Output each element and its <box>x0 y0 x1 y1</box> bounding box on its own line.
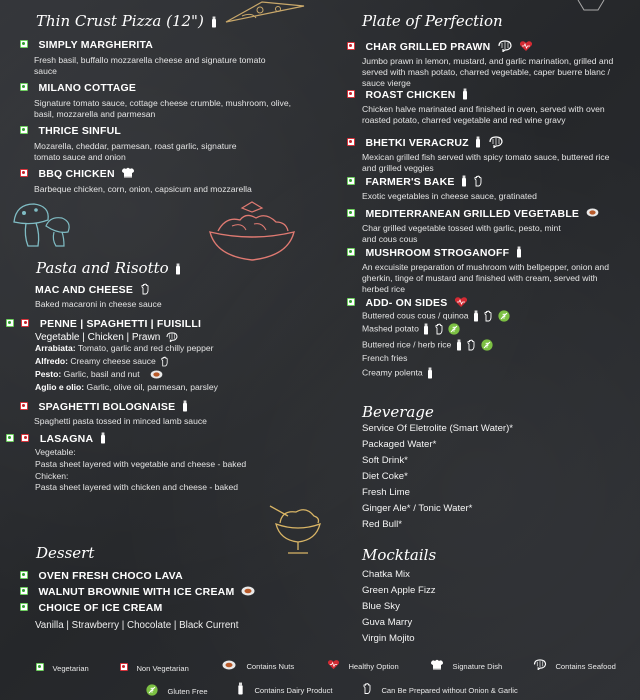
veg-marker-icon <box>20 603 28 611</box>
nonveg-marker-icon <box>120 663 128 671</box>
seafood-icon <box>497 40 513 52</box>
item-description: Chicken halve marinated and finished in oven, served with oven roasted potato, charred vegetable and red wine gravy <box>362 104 605 125</box>
mocktail-item: Guva Marry <box>362 617 413 628</box>
menu-item-penne-spaghetti-fuisilli <box>6 314 276 393</box>
veg-marker-icon <box>20 40 28 48</box>
mocktail-item: Chatka Mix <box>362 569 410 580</box>
legend-gluten-free <box>146 681 208 699</box>
gluten-free-icon <box>146 684 158 696</box>
veg-marker-icon <box>347 298 355 306</box>
item-name: THRICE SINFUL <box>38 125 121 137</box>
item-description: Spaghetti pasta tossed in minced lamb sauce <box>34 416 207 426</box>
ice-cream-flavours: Vanilla | Strawberry | Chocolate | Black Current <box>35 620 239 631</box>
beverage-item: Red Bull* <box>362 519 402 530</box>
beverage-item: Packaged Water* <box>362 439 437 450</box>
legend-no-onion-garlic <box>362 680 518 698</box>
item-name: LASAGNA <box>39 433 94 445</box>
glass-sketch-icon <box>576 0 606 12</box>
dairy-icon <box>475 136 481 148</box>
legend-dairy <box>237 680 333 698</box>
no-onion-garlic-icon <box>140 283 150 295</box>
no-onion-garlic-icon <box>160 356 169 367</box>
healthy-option-icon <box>519 40 533 52</box>
no-onion-garlic-icon <box>473 175 483 187</box>
veg-marker-icon <box>347 209 355 217</box>
item-description: Exotic vegetables in cheese sauce, gratinated <box>362 191 537 201</box>
legend-label: Vegetarian <box>52 664 89 673</box>
mocktails-section-title: Mocktails <box>362 546 437 564</box>
menu-item-lasagna <box>6 429 281 493</box>
item-name: CHOICE OF ICE CREAM <box>38 602 163 614</box>
item-name: PENNE | SPAGHETTI | FUISILLI <box>39 318 202 330</box>
ice-cream-cup-sketch-icon <box>266 502 330 556</box>
menu-item-spaghetti-bolognaise <box>20 397 280 427</box>
pizza-section-title: Thin Crust Pizza (12") <box>36 12 217 30</box>
legend-nuts <box>222 656 294 674</box>
dairy-icon <box>456 339 462 351</box>
menu-item-simply-margherita <box>20 35 270 77</box>
mocktail-item: Blue Sky <box>362 601 400 612</box>
menu-item-bbq-chicken <box>20 164 300 195</box>
dairy-icon <box>461 175 467 187</box>
side-cous-cous: Buttered cous cous / quinoa <box>362 310 510 322</box>
dairy-icon <box>100 432 106 444</box>
item-name: MEDITERRANEAN GRILLED VEGETABLE <box>365 208 580 220</box>
gluten-free-icon <box>481 339 493 351</box>
sauce-aglio-e-olio: Aglio e olio: Garlic, olive oil, parmesan, parsley <box>35 381 218 392</box>
nonveg-marker-icon <box>347 138 355 146</box>
dairy-icon <box>237 682 244 695</box>
nonveg-marker-icon <box>21 434 29 442</box>
dairy-icon <box>427 367 433 379</box>
nuts-icon <box>222 660 236 670</box>
dairy-icon <box>516 246 522 258</box>
dairy-icon <box>182 400 188 412</box>
item-name: MUSHROOM STROGANOFF <box>365 247 510 259</box>
healthy-option-icon <box>454 296 468 308</box>
pasta-protein-options: Vegetable | Chicken | Prawn <box>35 332 276 343</box>
menu-item-roast-chicken <box>347 85 617 126</box>
menu-item-add-on-sides <box>347 293 617 311</box>
item-name: SPAGHETTI BOLOGNAISE <box>38 401 176 413</box>
nonveg-marker-icon <box>20 169 28 177</box>
veg-marker-icon <box>6 434 14 442</box>
legend-label: Contains Nuts <box>246 662 295 671</box>
beverage-section-title: Beverage <box>362 403 434 421</box>
veg-marker-icon <box>20 83 28 91</box>
beverage-list <box>362 421 513 533</box>
nuts-icon <box>586 208 599 217</box>
signature-dish-icon <box>430 659 444 670</box>
lasagna-veg-label: Vegetable: <box>35 447 76 457</box>
no-onion-garlic-icon <box>434 323 444 335</box>
item-name: MAC AND CHEESE <box>35 284 134 296</box>
item-name: WALNUT BROWNIE WITH ICE CREAM <box>38 586 235 598</box>
nuts-icon <box>241 586 255 596</box>
dairy-icon <box>175 263 181 275</box>
item-description: Mozarella, cheddar, parmesan, roast garlic, signature tomato sauce and onion <box>34 141 237 162</box>
legend-label: Signature Dish <box>452 662 503 671</box>
legend-veg <box>36 658 89 676</box>
signature-dish-icon <box>121 167 135 178</box>
menu-item-mac-and-cheese <box>35 280 285 310</box>
veg-marker-icon <box>347 177 355 185</box>
veg-marker-icon <box>20 571 28 579</box>
item-name: MILANO COTTAGE <box>38 82 137 94</box>
nonveg-marker-icon <box>347 90 355 98</box>
nonveg-marker-icon <box>20 402 28 410</box>
beverage-item: Soft Drink* <box>362 455 408 466</box>
item-description: Char grilled vegetable tossed with garlic, pesto, mint and cous cous <box>362 223 561 244</box>
item-description: Baked macaroni in cheese sauce <box>35 299 162 309</box>
item-name: OVEN FRESH CHOCO LAVA <box>38 570 183 582</box>
pasta-section-title: Pasta and Risotto <box>36 259 181 277</box>
gluten-free-icon <box>448 323 460 335</box>
no-onion-garlic-icon <box>466 339 476 351</box>
item-name: FARMER'S BAKE <box>365 176 455 188</box>
side-buttered-rice: Buttered rice / herb rice <box>362 339 493 351</box>
menu-item-choice-of-ice-cream <box>20 598 238 631</box>
legend-label: Gluten Free <box>167 687 208 696</box>
menu-item-thrice-sinful <box>20 121 255 163</box>
dairy-icon <box>211 16 217 28</box>
item-name: SIMPLY MARGHERITA <box>38 39 154 51</box>
mocktail-item: Virgin Mojito <box>362 633 415 644</box>
beverage-item: Fresh Lime <box>362 487 410 498</box>
veg-marker-icon <box>36 663 44 671</box>
legend-signature <box>430 656 502 674</box>
mocktail-item: Green Apple Fizz <box>362 585 436 596</box>
gluten-free-icon <box>498 310 510 322</box>
menu-item-mediterranean-grilled-vegetable <box>347 204 617 245</box>
dairy-icon <box>423 323 429 335</box>
menu-item-bhetki-veracruz <box>347 133 617 174</box>
seafood-icon <box>488 136 504 148</box>
item-name: ROAST CHICKEN <box>365 89 456 101</box>
sauce-alfredo: Alfredo: Creamy cheese sauce <box>35 356 276 367</box>
legend-label: Non Vegetarian <box>136 664 189 673</box>
item-name: BHETKI VERACRUZ <box>365 137 469 149</box>
beverage-item: Ginger Ale* / Tonic Water* <box>362 503 473 514</box>
menu-item-milano-cottage <box>20 78 295 120</box>
item-description: Signature tomato sauce, cottage cheese crumble, mushroom, olive, basil, mozzarella and parmesan <box>34 98 291 119</box>
beverage-item: Diet Coke* <box>362 471 408 482</box>
nuts-icon <box>150 370 163 379</box>
dairy-icon <box>473 310 479 322</box>
healthy-option-icon <box>327 659 340 670</box>
legend-nonveg <box>120 658 189 676</box>
veg-marker-icon <box>347 248 355 256</box>
legend-seafood <box>532 656 616 674</box>
dessert-section-title: Dessert <box>36 544 95 562</box>
legend-label: Contains Dairy Product <box>254 686 333 695</box>
lasagna-chicken-label: Chicken: <box>35 470 69 481</box>
legend-healthy <box>327 656 399 674</box>
item-description: Fresh basil, buffallo mozzarella cheese and signature tomato sauce <box>34 55 266 76</box>
mocktail-list <box>362 567 436 647</box>
no-onion-garlic-icon <box>483 310 493 322</box>
veg-marker-icon <box>6 319 14 327</box>
nonveg-marker-icon <box>347 42 355 50</box>
item-description: Mexican grilled fish served with spicy tomato sauce, buttered rice and grilled veggies <box>362 152 610 173</box>
item-name: CHAR GRILLED PRAWN <box>365 41 491 53</box>
dairy-icon <box>462 88 468 100</box>
item-name: BBQ CHICKEN <box>38 168 115 180</box>
seafood-icon <box>165 332 179 342</box>
side-french-fries: French fries <box>362 353 408 363</box>
menu-item-mushroom-stroganoff <box>347 243 622 294</box>
side-mashed-potato: Mashed potato <box>362 323 460 335</box>
beverage-item: Service Of Eletrolite (Smart Water)* <box>362 423 514 434</box>
seafood-icon <box>532 659 548 670</box>
nonveg-marker-icon <box>21 319 29 327</box>
lasagna-veg-desc: Pasta sheet layered with vegetable and cheese - baked <box>35 458 247 469</box>
pasta-bowl-sketch-icon <box>206 198 298 266</box>
veg-marker-icon <box>20 587 28 595</box>
sauce-pesto: Pesto: Garlic, basil and nut <box>35 369 276 380</box>
menu-item-char-grilled-prawn <box>347 37 617 88</box>
legend-label: Healthy Option <box>348 662 399 671</box>
item-description: Jumbo prawn in lemon, mustard, and garlic marination, grilled and served with mash potato, charred vegetable, caper buerre blanc / sauce vierge <box>362 56 614 88</box>
item-description: Barbeque chicken, corn, onion, capsicum and mozzarella <box>34 184 252 194</box>
legend-label: Contains Seafood <box>555 662 616 671</box>
mushroom-sketch-icon <box>10 200 74 252</box>
lasagna-chicken-desc: Pasta sheet layered with chicken and cheese - baked <box>35 482 239 493</box>
item-name: ADD- ON SIDES <box>365 297 448 309</box>
sauce-arrabiata: Arrabiata: Tomato, garlic and red chilly pepper <box>35 343 214 353</box>
pizza-slice-sketch-icon <box>222 0 312 26</box>
no-onion-garlic-icon <box>362 682 372 695</box>
veg-marker-icon <box>20 126 28 134</box>
plate-section-title: Plate of Perfection <box>362 12 503 30</box>
menu-item-farmers-bake <box>347 172 617 202</box>
legend-label: Can Be Prepared without Onion & Garlic <box>381 686 518 695</box>
item-description: An excuisite preparation of mushroom with bellpepper, onion and gherkin, tinge of mustard and finished with cream, served with herbed rice <box>362 262 609 294</box>
side-creamy-polenta: Creamy polenta <box>362 367 433 379</box>
